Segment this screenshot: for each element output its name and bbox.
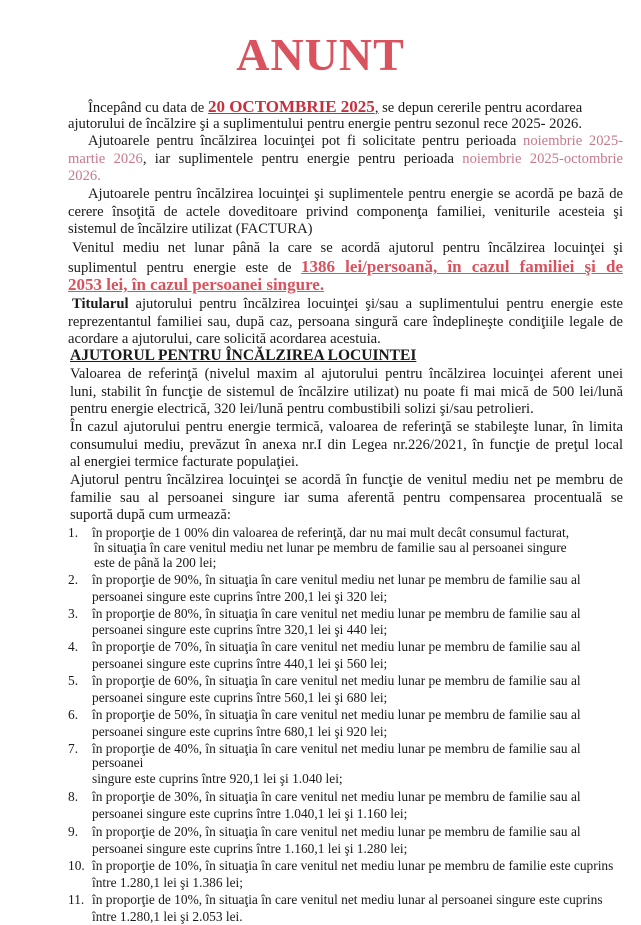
heating-period: martie 2026 (68, 151, 143, 167)
list-item (68, 571, 581, 588)
intro-p5-line2: reprezentantul familiei sau, după caz, persoana singură care îndeplineşte condiţiile legale de (68, 314, 623, 330)
list-number: 8. (68, 789, 79, 804)
list-item (68, 740, 581, 757)
list-number: 3. (68, 606, 79, 621)
list-number: 7. (68, 741, 79, 756)
list-number: 11. (68, 892, 85, 907)
intro-p4-line1: Venitul mediu net lunar până la care se acordă ajutorul pentru încălzirea locuinţei şi (72, 240, 623, 256)
section-p3-line2: familie sau al persoanei singure iar suma aferentă pentru compensarea procentuală se (70, 490, 623, 506)
section-p2-line1: În cazul ajutorului pentru energie termică, valoarea de referinţă se stabileşte lunar, în limita (70, 419, 623, 435)
start-date: 20 OCTOMBRIE 2025 (207, 97, 375, 116)
intro-text: Începând cu data de (88, 100, 208, 116)
list-text: în proporţie de 1 00% din valoarea de referinţă, dar nu mai mult decât consumul facturat, (92, 525, 570, 540)
section-heading: AJUTORUL PENTRU ÎNCĂLZIREA LOCUINTEI (70, 347, 417, 364)
intro-text: Ajutoarele pentru încălzirea locuinţei pot fi solicitate pentru perioada (88, 133, 524, 149)
list-item-cont: persoanei singure este cuprins între 1.040,1 lei şi 1.160 lei; (92, 806, 408, 821)
list-text: în proporţie de 90%, în situaţia în care venitul mediu net lunar pe membru de familie sau al (92, 572, 581, 587)
income-limit-family: 1386 lei/persoană, în cazul familiei şi de (301, 257, 623, 276)
list-item-cont: persoanei singure este cuprins între 1.160,1 lei şi 1.280 lei; (92, 841, 408, 856)
list-item (68, 605, 581, 622)
list-text: în proporţie de 70%, în situaţia în care venitul net mediu lunar pe membru de familie sau al (92, 639, 581, 654)
list-item (68, 823, 581, 840)
intro-text: ajutorului pentru încălzirea locuinţei şi/sau a suplimentului pentru energie este (128, 296, 623, 312)
list-item (68, 638, 581, 655)
list-item-cont: persoanei singure este cuprins între 680,1 lei şi 920 lei; (92, 724, 388, 739)
intro-p2-line1 (88, 133, 623, 150)
section-p3-line3: suportă după cum urmează: (70, 507, 231, 523)
comma: , (374, 100, 379, 116)
list-text: în proporţie de 20%, în situaţia în care venitul net mediu lunar pe membru de familie sau al (92, 824, 581, 839)
list-text: în proporţie de 60%, în situaţia în care venitul net mediu lunar pe membru de familie sau al (92, 673, 581, 688)
list-number: 10. (68, 858, 85, 873)
intro-p2-line3: 2026. (68, 168, 101, 184)
list-item (68, 706, 581, 723)
intro-text: suplimentul pentru energie este de (68, 260, 302, 276)
list-text: în proporţie de 30%, în situaţia în care venitul net mediu lunar pe membru de familie sau al (92, 789, 581, 804)
list-number: 6. (68, 707, 79, 722)
section-p2-line3: al energiei termice facturate populaţiei. (70, 454, 299, 470)
list-item (68, 857, 613, 874)
intro-p1-line2: ajutorului de încălzire şi a suplimentului pentru energie pentru sezonul rece 2025- 2026. (68, 116, 583, 132)
list-number: 4. (68, 639, 79, 654)
intro-p1-line1 (88, 98, 582, 117)
intro-text: , iar suplimentele pentru energie pentru perioada (142, 151, 463, 167)
list-text: în proporţie de 10%, în situaţia în care venitul net mediu lunar pe membru de familie este cuprins (92, 858, 614, 873)
heating-period: noiembrie 2025- (523, 133, 623, 149)
titular-label: Titularul (72, 296, 129, 312)
list-item (68, 891, 603, 908)
list-item-cont: în situaţia în care venitul mediu net lunar pe membru de familie sau al persoanei singure (94, 540, 567, 555)
list-item (68, 672, 581, 689)
list-text: în proporţie de 10%, în situaţia în care venitul net mediu lunar al persoanei singure este cuprins (92, 892, 603, 907)
income-limit-single: 2053 lei, în cazul persoanei singure. (68, 275, 325, 294)
intro-p3-line3: sistemul de încălzire utilizat (FACTURA) (68, 221, 313, 237)
intro-p3-line1: Ajutoarele pentru încălzirea locuinţei şi suplimentele pentru energie se acordă pe bază de (88, 186, 623, 202)
section-p3-line1: Ajutorul pentru încălzirea locuinţei se acordă în funcţie de venitul mediu net pe membru de (70, 472, 623, 488)
list-item (68, 788, 581, 805)
list-item-cont: persoanei singure este cuprins între 560,1 lei şi 680 lei; (92, 690, 388, 705)
list-text: în proporţie de 80%, în situaţia în care venitul net mediu lunar pe membru de familie sau al (92, 606, 581, 621)
list-item-cont: persoanei (92, 755, 144, 770)
intro-text: se depun cererile pentru acordarea (378, 100, 583, 116)
list-text: în proporţie de 50%, în situaţia în care venitul net mediu lunar pe membru de familie sau al (92, 707, 581, 722)
list-number: 2. (68, 572, 79, 587)
list-item-cont: între 1.280,1 lei şi 2.053 lei. (92, 909, 243, 924)
list-number: 1. (68, 525, 79, 540)
section-p1-line2: luni, stabilit în funcţie de sistemul de încălzire utilizat) nu poate fi mai mică de 500 lei/lună (70, 384, 623, 400)
list-item-cont: între 1.280,1 lei şi 1.386 lei; (92, 875, 243, 890)
intro-p5-line3: acordare a ajutorului, care solicită acordarea acestuia. (68, 331, 381, 347)
list-number: 9. (68, 824, 79, 839)
list-item-cont: singure este cuprins între 920,1 lei şi 1.040 lei; (92, 771, 343, 786)
list-text: în proporţie de 40%, în situaţia în care venitul net mediu lunar pe membru de familie sau al (92, 741, 581, 756)
list-item-cont: persoanei singure este cuprins între 440,1 lei şi 560 lei; (92, 656, 388, 671)
energy-period: noiembrie 2025-octombrie (462, 151, 623, 167)
page-title: ANUNT (236, 29, 405, 80)
list-item-cont: persoanei singure este cuprins între 320,1 lei şi 440 lei; (92, 622, 388, 637)
section-p2-line2: consumului mediu, prevăzut în anexa nr.I din Legea nr.226/2021, în funcţie de preţul local (70, 437, 623, 453)
intro-p5-line1 (72, 296, 623, 313)
list-item-cont: persoanei singure este cuprins între 200,1 lei şi 320 lei; (92, 589, 388, 604)
section-p1-line3: pentru energie electrică, 320 lei/lună pentru combustibili solizi şi/sau petrolieri. (70, 401, 534, 417)
intro-p3-line2: cerere însoţită de actele doveditoare privind componenţa familiei, veniturile acesteia şi (68, 204, 623, 220)
section-p1-line1: Valoarea de referinţă (nivelul maxim al ajutorului pentru încălzirea locuinţei aferent unei (70, 366, 623, 382)
list-number: 5. (68, 673, 79, 688)
list-item-cont: este de până la 200 lei; (94, 555, 217, 570)
intro-p2-line2 (68, 151, 623, 168)
